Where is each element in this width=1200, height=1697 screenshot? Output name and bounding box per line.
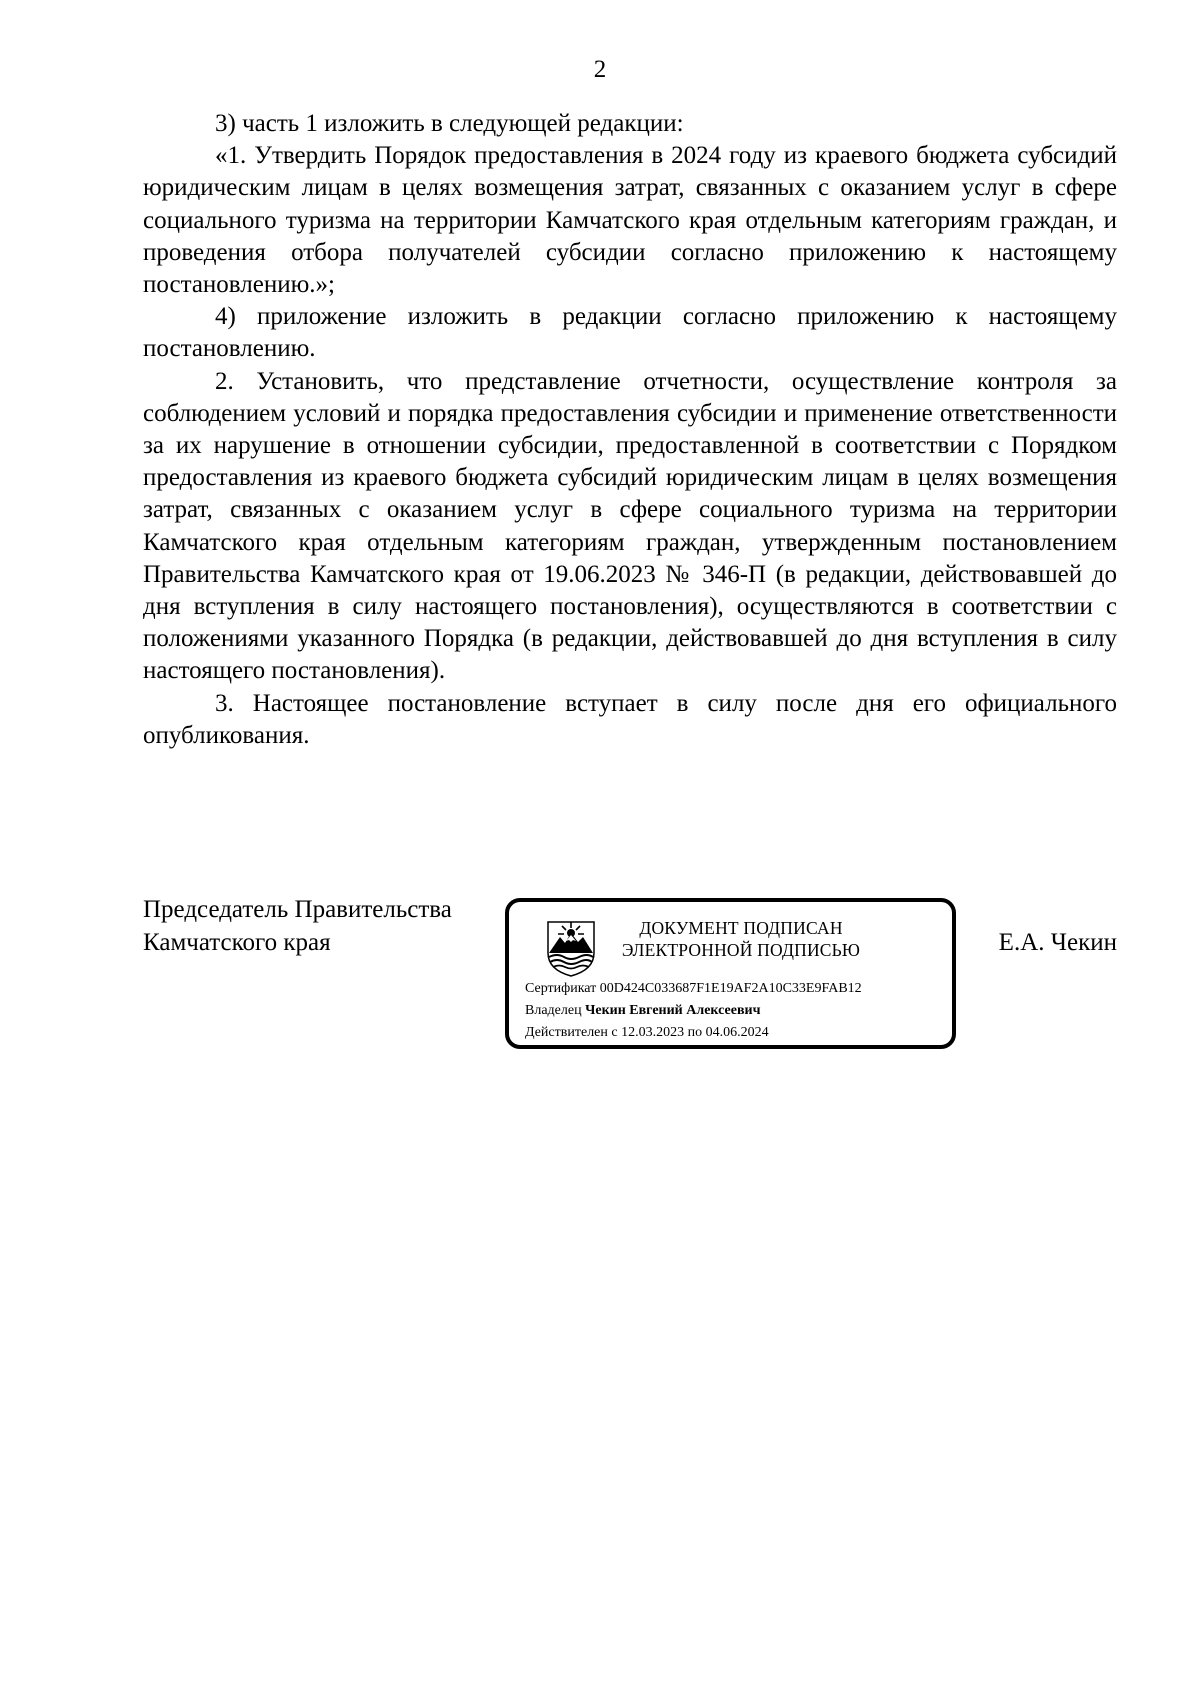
paragraph-section-3: 3. Настоящее постановление вступает в силу после дня его официального опубликования. xyxy=(143,689,1117,749)
signatory-position xyxy=(143,893,452,959)
kamchatka-coat-of-arms-icon xyxy=(545,919,597,977)
stamp-owner-row xyxy=(525,1000,862,1022)
stamp-valid-to-prefix: по xyxy=(687,1025,703,1040)
paragraph-section-2: 2. Установить, что представление отчетности, осуществление контроля за соблюдением условий и порядка предоставления субсидии и применение ответственности за их нарушение в отношении субсидии, предоставленной в соответствии с Порядком предоставления из краевого бюджета субсидий юридическим лицам в целях возмещения затрат, связанных с оказанием услуг в сфере социального туризма на территории Камчатского края отдельным категориям граждан, утвержденным постановлением Правительства Камчатского края от 19.06.2023 № 346-П (в редакции, действовавшей до дня вступления в силу настоящего постановления), осуществляются в соответствии с положениями указанного Порядка (в редакции, действовавшей до дня вступления в силу настоящего постановления). xyxy=(143,367,1117,685)
document-body xyxy=(143,108,1117,752)
stamp-title-line-2: ЭЛЕКТРОННОЙ ПОДПИСЬЮ xyxy=(621,940,861,960)
stamp-valid-to: 04.06.2024 xyxy=(705,1025,769,1040)
stamp-certificate-row xyxy=(525,978,862,1000)
stamp-title-line-1: ДОКУМЕНТ ПОДПИСАН xyxy=(639,918,843,938)
stamp-certificate-value: 00D424C033687F1E19AF2A10C33E9FAB12 xyxy=(599,981,862,996)
signatory-position-line-1: Председатель Правительства xyxy=(143,896,452,923)
signatory-name: Е.А. Чекин xyxy=(998,929,1117,956)
stamp-valid-from-prefix: с xyxy=(611,1025,618,1040)
paragraph-item-4-amendment: 4) приложение изложить в редакции согласно приложению к настоящему постановлению. xyxy=(143,303,1117,363)
stamp-validity-row xyxy=(525,1022,862,1044)
paragraph-new-part-1: «1. Утвердить Порядок предоставления в 2024 году из краевого бюджета субсидий юридическим лицам в целях возмещения затрат, связанных с оказанием услуг в сфере социального туризма на территории Камчатского края отдельным категориям граждан, и проведения отбора получателей субсидии согласно приложению к настоящему постановлению.»; xyxy=(143,142,1117,299)
stamp-certificate-label: Сертификат xyxy=(525,981,597,996)
stamp-valid-label: Действителен xyxy=(525,1025,608,1040)
signatory-position-line-2: Камчатского края xyxy=(143,929,331,956)
electronic-signature-stamp xyxy=(505,898,956,1049)
paragraph-item-3-amendment: 3) часть 1 изложить в следующей редакции: xyxy=(215,110,684,137)
stamp-details xyxy=(525,978,862,1044)
stamp-owner-label: Владелец xyxy=(525,1003,582,1018)
stamp-valid-from: 12.03.2023 xyxy=(621,1025,685,1040)
stamp-title xyxy=(614,917,868,961)
stamp-owner-value: Чекин Евгений Алексеевич xyxy=(585,1003,761,1018)
page-number: 2 xyxy=(593,56,607,83)
